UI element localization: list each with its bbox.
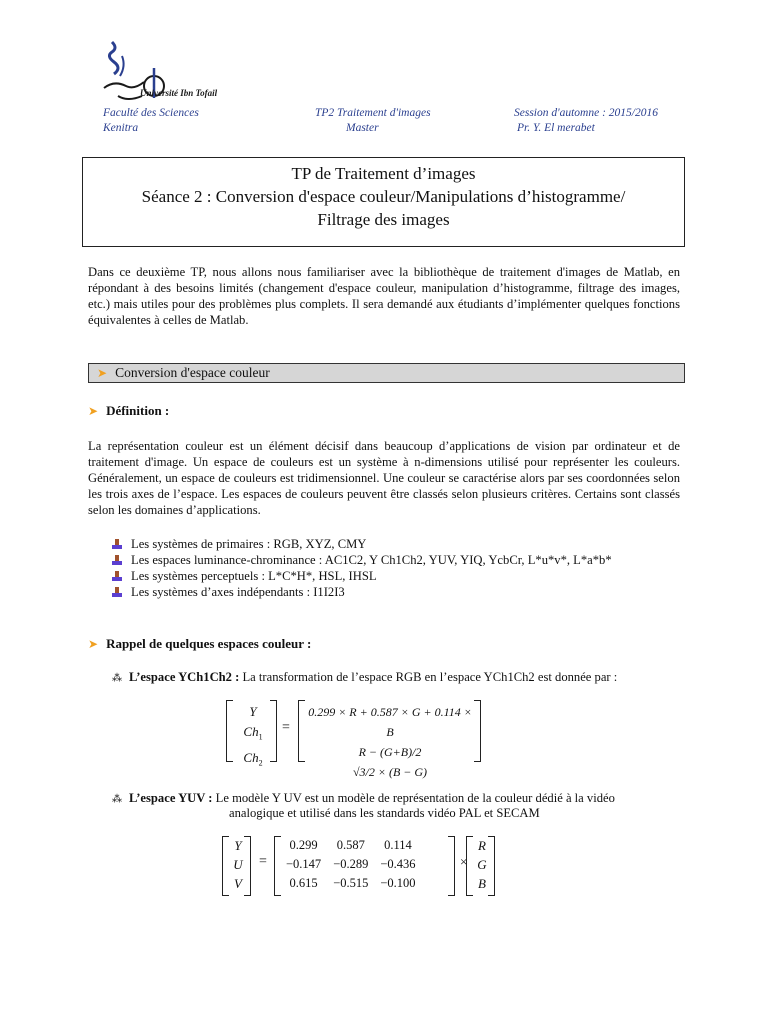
rappel-heading-text: Rappel de quelques espaces couleur :: [106, 636, 312, 651]
list-item-text: Les espaces luminance-chrominance : AC1C2, Y Ch1Ch2, YUV, YIQ, YcbCr, L*u*v*, L*a*b*: [131, 553, 612, 567]
matrix-row: [280, 836, 422, 855]
list-item: [112, 584, 612, 600]
list-item-text: Les systèmes d’axes indépendants : I1I2I3: [131, 585, 345, 599]
matrix-cell: 0.114: [384, 838, 412, 852]
yuv-equation: Y U V = 0.299 0.587 0.114 −0.147 −0.289 −0.436 0.615 −0.515 −0.100 × R G B: [222, 836, 502, 898]
yuv-text-1: Le modèle Y UV est un modèle de représentation de la couleur dédié à la vidéo: [215, 791, 615, 805]
arrow-icon: ➤: [97, 366, 108, 380]
logo-text: Université Ibn Tofail: [140, 88, 218, 98]
hand-pointer-icon: [112, 539, 122, 550]
matrix-cell: −0.436: [380, 857, 416, 871]
ych-equation: Y $Ch_1$ $Ch_2$ = 0.299 × R + 0.587 × G + 0.114 × B R − (G+B)/2 √3/2 × (B − G): [226, 700, 486, 764]
yuv-lhs-y: Y: [234, 838, 242, 853]
hand-pointer-icon: [112, 571, 122, 582]
yuv-label: L’espace YUV :: [129, 791, 213, 805]
ych-label: L’espace YCh1Ch2 :: [129, 670, 240, 684]
matrix-row: [280, 874, 422, 893]
definition-heading-text: Définition :: [106, 403, 170, 418]
list-item: [112, 536, 612, 552]
ych-lhs-ch2: $Ch_2$: [243, 749, 263, 768]
header-level: Master: [346, 122, 379, 134]
ych-rhs-row-3: √3/2 × (B − G): [352, 765, 428, 779]
yuv-text-2: analogique et utilisé dans les standards vidéo PAL et SECAM: [229, 806, 540, 820]
intro-paragraph: Dans ce deuxième TP, nous allons nous familiariser avec la bibliothèque de traitement d'images de Matlab, en répondant à des besoins limités (changement d'espace couleur, manipulation d’histogramme, filtrage des images, etc.) mais utiles pour des problèmes plus complets. Il sera demandé aux étudiants d’implémenter quelques fonctions équivalentes à celles de Matlab.: [88, 265, 680, 327]
sparkle-icon: ⁂: [112, 673, 121, 684]
rappel-heading: [88, 636, 311, 652]
header-course: TP2 Traitement d'images: [315, 107, 431, 119]
header-faculty: Faculté des Sciences: [103, 107, 199, 119]
title-line-1: TP de Traitement d’images: [291, 164, 476, 183]
matrix-cell: −0.147: [286, 857, 322, 871]
ych-lhs-y: Y: [249, 704, 257, 719]
header-professor: Pr. Y. El merabet: [517, 122, 595, 134]
yuv-rhs-r: R: [478, 838, 486, 853]
ych-rhs-row-1: 0.299 × R + 0.587 × G + 0.114 × B: [308, 705, 472, 739]
sparkle-icon: ⁂: [112, 794, 121, 805]
list-item: [112, 552, 612, 568]
header-city: Kenitra: [103, 122, 139, 134]
list-item-text: Les systèmes perceptuels : L*C*H*, HSL, IHSL: [131, 569, 377, 583]
definition-paragraph: La représentation couleur est un élément décisif dans beaucoup d’applications de vision par ordinateur et de traitement d'image. Un espace de couleurs est un système à n-dimensions utilisé pour représenter les couleurs. Généralement, un espace de couleurs est tridimensionnel. Une couleur se caractérise alors par ses coordonnées selon les trois axes de l’espace. Les espaces de couleurs peuvent être classés selon plusieurs critères. Certains sont classés selon les domaines d’applications.: [88, 439, 680, 517]
yuv-rhs-g: G: [477, 857, 487, 872]
yuv-rhs-b: B: [478, 876, 486, 891]
matrix-cell: −0.515: [333, 876, 369, 890]
hand-pointer-icon: [112, 587, 122, 598]
list-item: [112, 568, 612, 584]
matrix-row: [280, 855, 422, 874]
matrix-cell: −0.289: [333, 857, 369, 871]
title-box: [82, 157, 685, 247]
matrix-cell: 0.299: [289, 838, 318, 852]
definition-heading: [88, 403, 169, 419]
header-session: Session d'automne : 2015/2016: [514, 107, 658, 119]
section-conversion: [88, 363, 685, 383]
section-title: Conversion d'espace couleur: [115, 365, 270, 380]
ych-text: La transformation de l’espace RGB en l’espace YCh1Ch2 est donnée par :: [242, 670, 618, 684]
ych-rhs-row-2: R − (G+B)/2: [358, 745, 422, 759]
title-line-2: Séance 2 : Conversion d'espace couleur/Manipulations d’histogramme/: [141, 187, 626, 206]
yuv-lhs-v: V: [234, 876, 242, 891]
matrix-cell: −0.100: [380, 876, 416, 890]
color-space-list: [112, 536, 612, 600]
matrix-cell: 0.615: [289, 876, 318, 890]
title-line-3: Filtrage des images: [317, 210, 450, 229]
hand-pointer-icon: [112, 555, 122, 566]
list-item-text: Les systèmes de primaires : RGB, XYZ, CMY: [131, 537, 367, 551]
ych-lhs-ch1: $Ch_1$: [243, 724, 263, 742]
arrow-icon: ➤: [88, 404, 99, 418]
yuv-lhs-u: U: [233, 857, 243, 872]
ych-description: [112, 670, 617, 685]
arrow-icon: ➤: [88, 637, 99, 651]
matrix-cell: 0.587: [336, 838, 365, 852]
yuv-matrix: [280, 836, 422, 893]
